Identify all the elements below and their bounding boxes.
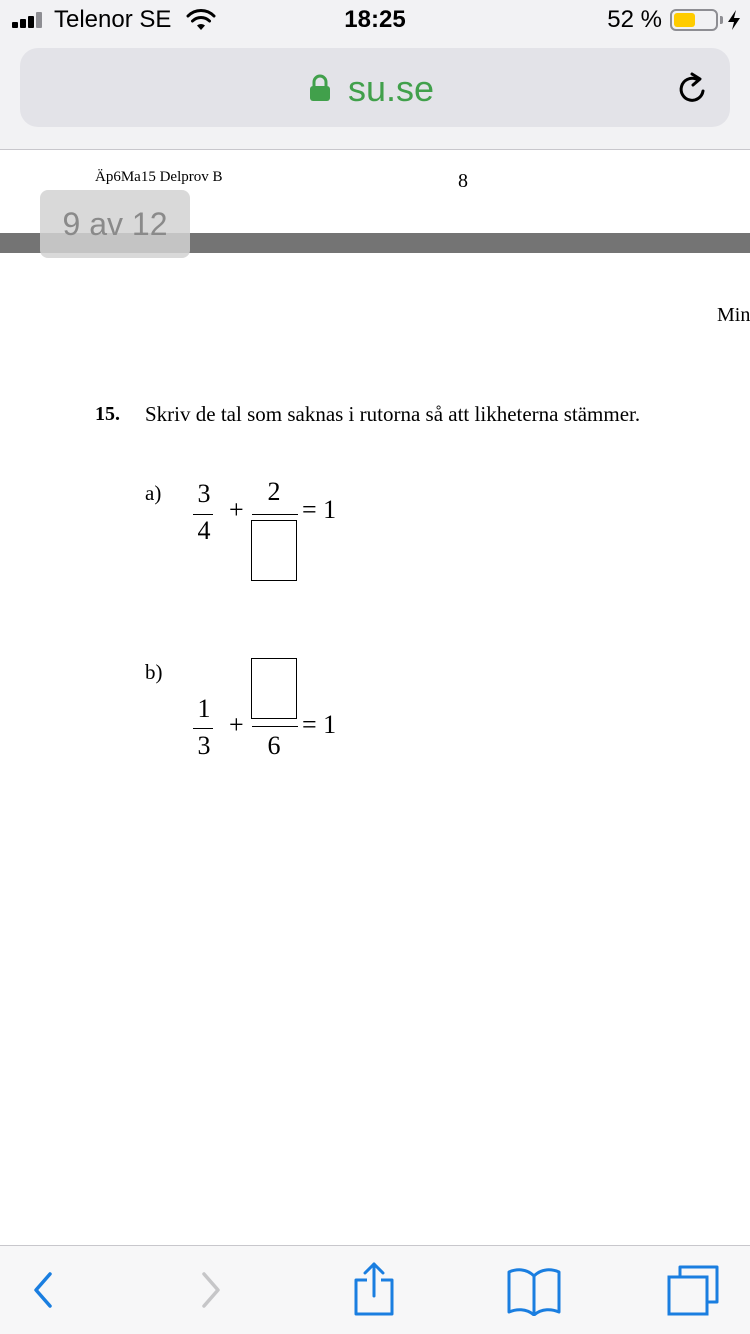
part-b-fraction1-denominator: 3	[197, 731, 211, 760]
part-b-label: b)	[145, 660, 163, 684]
back-button[interactable]	[28, 1264, 58, 1316]
part-b-fraction2-bar	[252, 726, 298, 727]
part-a-plus-sign: +	[229, 495, 244, 524]
url-text[interactable]: su.se	[348, 68, 435, 109]
status-bar	[0, 0, 750, 40]
forward-button[interactable]	[196, 1264, 226, 1316]
part-b-fraction1-bar	[193, 728, 213, 729]
part-b-fraction1-numerator: 1	[197, 694, 211, 723]
carrier-name: Telenor SE	[54, 6, 172, 33]
share-button[interactable]	[352, 1260, 396, 1318]
lock-icon	[309, 74, 331, 102]
reload-icon[interactable]	[676, 72, 710, 106]
battery-level-fill	[674, 13, 695, 27]
battery-percent: 52 %	[607, 6, 662, 33]
part-a-fraction2-numerator: 2	[267, 477, 281, 506]
clock: 18:25	[344, 6, 406, 33]
part-a-fraction1-numerator: 3	[197, 479, 211, 508]
part-a-fraction1-denominator: 4	[197, 516, 211, 545]
battery-cap	[720, 16, 723, 24]
part-a-label: a)	[145, 481, 162, 505]
part-b-fraction2-denominator: 6	[267, 731, 281, 760]
question-text: Skriv de tal som saknas i rutorna så att likheterna stämmer.	[145, 402, 641, 426]
battery-icon	[670, 9, 718, 31]
browser-address-area	[0, 40, 750, 150]
part-a-answer-box	[251, 520, 297, 581]
browser-toolbar	[0, 1245, 750, 1334]
question-number: 15.	[95, 403, 120, 425]
charging-bolt-icon	[726, 9, 742, 31]
part-b-equals-one: = 1	[302, 710, 337, 739]
tabs-button[interactable]	[666, 1264, 720, 1316]
margin-text: Min	[717, 304, 750, 326]
bookmarks-button[interactable]	[506, 1266, 562, 1316]
part-b-plus-sign: +	[229, 710, 244, 739]
part-a-fraction2-bar	[252, 514, 298, 515]
address-bar[interactable]	[20, 48, 730, 127]
pdf-header-page-number: 8	[458, 170, 468, 192]
part-a-equals-one: = 1	[302, 495, 337, 524]
pdf-header-title: Äp6Ma15 Delprov B	[95, 169, 223, 185]
part-b-answer-box	[251, 658, 297, 719]
part-a-fraction1-bar	[193, 514, 213, 515]
page-indicator: 9 av 12	[40, 190, 190, 258]
